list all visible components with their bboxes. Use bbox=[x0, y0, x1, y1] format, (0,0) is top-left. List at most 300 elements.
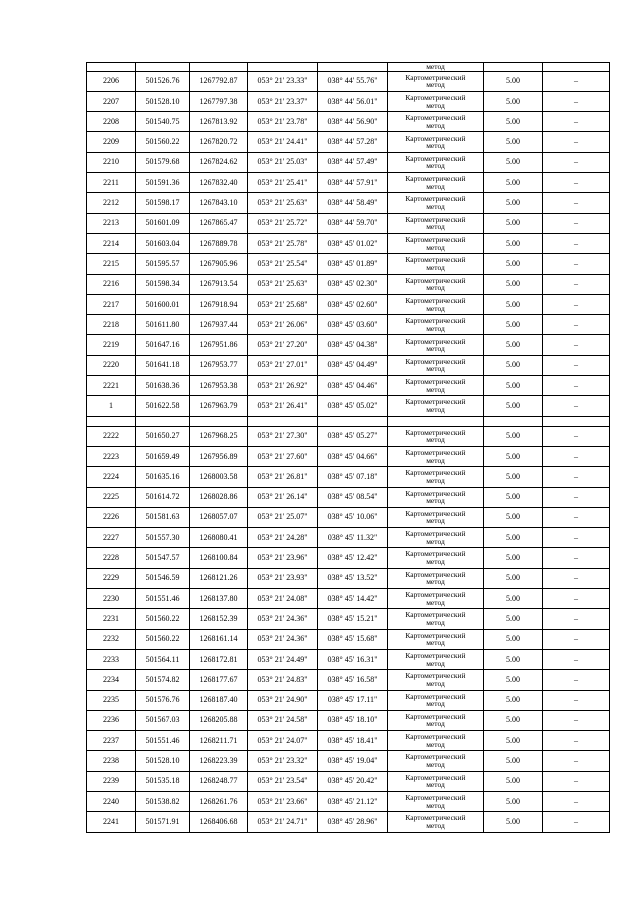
method-cell bbox=[388, 193, 484, 213]
method-line-2: метод bbox=[426, 780, 445, 790]
latitude-cell: 053° 21' 23.33" bbox=[248, 71, 318, 91]
method-cell bbox=[388, 173, 484, 193]
note-cell: – bbox=[543, 294, 610, 314]
point-number-cell: 2220 bbox=[87, 355, 136, 375]
point-number-cell: 2228 bbox=[87, 548, 136, 568]
latitude-cell: 053° 21' 24.90" bbox=[248, 690, 318, 710]
method-line-2: метод bbox=[426, 283, 445, 293]
coordinates-table bbox=[86, 62, 610, 833]
longitude-cell: 038° 44' 55.76" bbox=[318, 71, 388, 91]
method-line-2: метод bbox=[426, 323, 445, 333]
y-coordinate-cell: 1268057.07 bbox=[190, 507, 248, 527]
method-cell bbox=[388, 91, 484, 111]
point-number-cell: 2231 bbox=[87, 609, 136, 629]
x-coordinate-cell: 501564.11 bbox=[136, 649, 190, 669]
x-coordinate-cell: 501581.63 bbox=[136, 507, 190, 527]
method-line-1: Картометрический bbox=[405, 650, 466, 660]
table-row bbox=[87, 751, 610, 771]
accuracy-cell: 5.00 bbox=[484, 294, 543, 314]
point-number-cell: 2209 bbox=[87, 132, 136, 152]
method-line-2: метод bbox=[426, 597, 445, 607]
accuracy-cell: 5.00 bbox=[484, 112, 543, 132]
longitude-cell: 038° 45' 08.54" bbox=[318, 487, 388, 507]
table-row bbox=[87, 112, 610, 132]
method-cell bbox=[388, 751, 484, 771]
note-cell: – bbox=[543, 467, 610, 487]
x-coordinate-cell: 501571.91 bbox=[136, 812, 190, 832]
method-line-2: метод bbox=[426, 100, 445, 110]
note-cell: – bbox=[543, 589, 610, 609]
method-line-1: Картометрический bbox=[405, 610, 466, 620]
note-cell: – bbox=[543, 254, 610, 274]
method-cell bbox=[388, 507, 484, 527]
accuracy-cell: 5.00 bbox=[484, 91, 543, 111]
point-number-cell: 2229 bbox=[87, 568, 136, 588]
method-line-2: метод bbox=[426, 120, 445, 130]
accuracy-cell: 5.00 bbox=[484, 751, 543, 771]
x-coordinate-cell: 501560.22 bbox=[136, 609, 190, 629]
point-number-cell: 2227 bbox=[87, 528, 136, 548]
point-number-cell: 2211 bbox=[87, 173, 136, 193]
method-line-2: метод bbox=[426, 475, 445, 485]
longitude-cell: 038° 45' 15.68" bbox=[318, 629, 388, 649]
x-coordinate-cell: 501638.36 bbox=[136, 376, 190, 396]
x-coordinate-cell: 501551.46 bbox=[136, 731, 190, 751]
y-coordinate-cell: 1268223.39 bbox=[190, 751, 248, 771]
accuracy-cell: 5.00 bbox=[484, 528, 543, 548]
x-coordinate-cell: 501611.80 bbox=[136, 315, 190, 335]
method-line-1: Картометрический bbox=[405, 590, 466, 600]
table-row bbox=[87, 609, 610, 629]
table-row bbox=[87, 294, 610, 314]
note-cell: – bbox=[543, 568, 610, 588]
note-cell: – bbox=[543, 193, 610, 213]
method-line-2: метод bbox=[426, 364, 445, 374]
note-cell: – bbox=[543, 173, 610, 193]
accuracy-cell: 5.00 bbox=[484, 670, 543, 690]
note-cell: – bbox=[543, 548, 610, 568]
method-cell bbox=[388, 376, 484, 396]
latitude-cell: 053° 21' 27.20" bbox=[248, 335, 318, 355]
accuracy-cell: 5.00 bbox=[484, 791, 543, 811]
y-coordinate-cell: 1268177.67 bbox=[190, 670, 248, 690]
y-coordinate-cell: 1267913.54 bbox=[190, 274, 248, 294]
table-row bbox=[87, 629, 610, 649]
accuracy-cell: 5.00 bbox=[484, 132, 543, 152]
method-cell bbox=[388, 396, 484, 416]
x-coordinate-cell: 501600.01 bbox=[136, 294, 190, 314]
latitude-cell: 053° 21' 25.07" bbox=[248, 507, 318, 527]
note-cell: – bbox=[543, 426, 610, 446]
table-row bbox=[87, 446, 610, 466]
table-row bbox=[87, 132, 610, 152]
point-number-cell: 2223 bbox=[87, 446, 136, 466]
note-cell: – bbox=[543, 396, 610, 416]
y-coordinate-cell: 1267820.72 bbox=[190, 132, 248, 152]
method-cell bbox=[388, 812, 484, 832]
accuracy-cell: 5.00 bbox=[484, 487, 543, 507]
point-number-cell: 2216 bbox=[87, 274, 136, 294]
y-coordinate-cell: 1267956.89 bbox=[190, 446, 248, 466]
y-coordinate-cell: 1268261.76 bbox=[190, 791, 248, 811]
table-row bbox=[87, 568, 610, 588]
latitude-cell: 053° 21' 25.72" bbox=[248, 213, 318, 233]
method-line-2: метод bbox=[426, 262, 445, 272]
latitude-cell: 053° 21' 23.32" bbox=[248, 751, 318, 771]
method-line-2: метод bbox=[426, 181, 445, 191]
method-cell bbox=[388, 487, 484, 507]
method-cell bbox=[388, 355, 484, 375]
accuracy-cell: 5.00 bbox=[484, 568, 543, 588]
table-row bbox=[87, 152, 610, 172]
x-coordinate-cell: 501538.82 bbox=[136, 791, 190, 811]
note-cell: – bbox=[543, 771, 610, 791]
point-number-cell: 2236 bbox=[87, 710, 136, 730]
method-line-2: метод bbox=[426, 202, 445, 212]
latitude-cell: 053° 21' 24.36" bbox=[248, 609, 318, 629]
x-coordinate-cell: 501647.16 bbox=[136, 335, 190, 355]
method-line-1: Картометрический bbox=[405, 793, 466, 803]
table-row bbox=[87, 193, 610, 213]
method-line-1: Картометрический bbox=[405, 92, 466, 102]
note-cell: – bbox=[543, 528, 610, 548]
table-row bbox=[87, 396, 610, 416]
note-cell: – bbox=[543, 629, 610, 649]
table-row bbox=[87, 233, 610, 253]
y-coordinate-cell: 1268100.84 bbox=[190, 548, 248, 568]
latitude-cell: 053° 21' 24.07" bbox=[248, 731, 318, 751]
accuracy-cell: 5.00 bbox=[484, 376, 543, 396]
y-coordinate-cell: 1267953.38 bbox=[190, 376, 248, 396]
method-line-2: метод bbox=[426, 557, 445, 567]
x-coordinate-cell: 501591.36 bbox=[136, 173, 190, 193]
note-cell: – bbox=[543, 507, 610, 527]
x-coordinate-cell: 501598.34 bbox=[136, 274, 190, 294]
longitude-cell: 038° 45' 05.02" bbox=[318, 396, 388, 416]
method-line-1: Картометрический bbox=[405, 174, 466, 184]
latitude-cell: 053° 21' 23.96" bbox=[248, 548, 318, 568]
accuracy-cell: 5.00 bbox=[484, 315, 543, 335]
table-row bbox=[87, 173, 610, 193]
point-number-cell: 2225 bbox=[87, 487, 136, 507]
y-coordinate-cell: 1267905.96 bbox=[190, 254, 248, 274]
note-cell: – bbox=[543, 376, 610, 396]
y-coordinate-cell: 1267797.38 bbox=[190, 91, 248, 111]
method-cell bbox=[388, 649, 484, 669]
method-cell bbox=[388, 254, 484, 274]
table-row bbox=[87, 710, 610, 730]
point-number-cell: 2232 bbox=[87, 629, 136, 649]
method-line-1: Картометрический bbox=[405, 711, 466, 721]
method-cell bbox=[388, 426, 484, 446]
longitude-cell: 038° 45' 17.11" bbox=[318, 690, 388, 710]
table-row bbox=[87, 355, 610, 375]
point-number-cell: 2206 bbox=[87, 71, 136, 91]
method-line-2: метод bbox=[426, 161, 445, 171]
accuracy-cell: 5.00 bbox=[484, 467, 543, 487]
y-coordinate-cell: 1267792.87 bbox=[190, 71, 248, 91]
method-line-1: Картометрический bbox=[405, 569, 466, 579]
accuracy-cell: 5.00 bbox=[484, 355, 543, 375]
accuracy-cell: 5.00 bbox=[484, 274, 543, 294]
longitude-cell: 038° 44' 58.49" bbox=[318, 193, 388, 213]
point-number-cell: 1 bbox=[87, 396, 136, 416]
table-row bbox=[87, 812, 610, 832]
longitude-cell: 038° 44' 57.49" bbox=[318, 152, 388, 172]
table-row bbox=[87, 649, 610, 669]
y-coordinate-cell: 1267963.79 bbox=[190, 396, 248, 416]
y-coordinate-cell: 1268161.14 bbox=[190, 629, 248, 649]
latitude-cell: 053° 21' 23.37" bbox=[248, 91, 318, 111]
note-cell: – bbox=[543, 71, 610, 91]
note-cell: – bbox=[543, 609, 610, 629]
point-number-cell: 2217 bbox=[87, 294, 136, 314]
longitude-cell: 038° 45' 04.66" bbox=[318, 446, 388, 466]
note-cell: – bbox=[543, 152, 610, 172]
table-row bbox=[87, 548, 610, 568]
latitude-cell: 053° 21' 26.92" bbox=[248, 376, 318, 396]
method-cell bbox=[388, 568, 484, 588]
point-number-cell: 2239 bbox=[87, 771, 136, 791]
latitude-cell: 053° 21' 23.66" bbox=[248, 791, 318, 811]
latitude-cell: 053° 21' 25.54" bbox=[248, 254, 318, 274]
note-cell: – bbox=[543, 710, 610, 730]
method-line-1: Картометрический bbox=[405, 813, 466, 823]
accuracy-cell: 5.00 bbox=[484, 771, 543, 791]
table-row bbox=[87, 791, 610, 811]
method-line-2: метод bbox=[426, 800, 445, 810]
method-line-1: Картометрический bbox=[405, 113, 466, 123]
point-number-cell: 2230 bbox=[87, 589, 136, 609]
method-line-1: Картометрический bbox=[405, 72, 466, 82]
longitude-cell: 038° 45' 16.31" bbox=[318, 649, 388, 669]
accuracy-cell: 5.00 bbox=[484, 335, 543, 355]
latitude-cell: 053° 21' 24.71" bbox=[248, 812, 318, 832]
method-line-1: Картометрический bbox=[405, 549, 466, 559]
y-coordinate-cell: 1268003.58 bbox=[190, 467, 248, 487]
method-line-1: Картометрический bbox=[405, 356, 466, 366]
accuracy-cell: 5.00 bbox=[484, 173, 543, 193]
note-cell: – bbox=[543, 335, 610, 355]
method-line-2: метод bbox=[426, 658, 445, 668]
method-cell bbox=[388, 629, 484, 649]
accuracy-cell: 5.00 bbox=[484, 629, 543, 649]
x-coordinate-cell: 501560.22 bbox=[136, 629, 190, 649]
longitude-cell: 038° 45' 02.60" bbox=[318, 294, 388, 314]
method-line-1: Картометрический bbox=[405, 691, 466, 701]
point-number-cell: 2234 bbox=[87, 670, 136, 690]
accuracy-cell: 5.00 bbox=[484, 193, 543, 213]
x-coordinate-cell: 501526.76 bbox=[136, 71, 190, 91]
method-line-2: метод bbox=[426, 617, 445, 627]
table-row bbox=[87, 731, 610, 751]
latitude-cell: 053° 21' 26.41" bbox=[248, 396, 318, 416]
accuracy-cell: 5.00 bbox=[484, 233, 543, 253]
accuracy-cell: 5.00 bbox=[484, 213, 543, 233]
method-line-1: Картометрический bbox=[405, 153, 466, 163]
method-cell bbox=[388, 294, 484, 314]
longitude-cell: 038° 45' 05.27" bbox=[318, 426, 388, 446]
point-number-cell: 2241 bbox=[87, 812, 136, 832]
longitude-cell: 038° 45' 15.21" bbox=[318, 609, 388, 629]
longitude-cell: 038° 45' 16.58" bbox=[318, 670, 388, 690]
x-coordinate-cell: 501576.76 bbox=[136, 690, 190, 710]
longitude-cell: 038° 45' 04.38" bbox=[318, 335, 388, 355]
method-line-2: метод bbox=[426, 719, 445, 729]
method-line-1: Картометрический bbox=[405, 255, 466, 265]
table-row bbox=[87, 254, 610, 274]
accuracy-cell: 5.00 bbox=[484, 254, 543, 274]
method-line-1: Картометрический bbox=[405, 336, 466, 346]
method-line-1: Картометрический bbox=[405, 275, 466, 285]
point-number-cell: 2218 bbox=[87, 315, 136, 335]
method-line-1: Картометрический bbox=[405, 133, 466, 143]
method-line-2: метод bbox=[426, 496, 445, 506]
method-cell bbox=[388, 112, 484, 132]
latitude-cell: 053° 21' 24.08" bbox=[248, 589, 318, 609]
longitude-cell: 038° 45' 14.42" bbox=[318, 589, 388, 609]
point-number-cell: 2219 bbox=[87, 335, 136, 355]
accuracy-cell: 5.00 bbox=[484, 812, 543, 832]
latitude-cell: 053° 21' 27.30" bbox=[248, 426, 318, 446]
table-row bbox=[87, 315, 610, 335]
x-coordinate-cell: 501574.82 bbox=[136, 670, 190, 690]
method-line-2: метод bbox=[426, 455, 445, 465]
table-row bbox=[87, 507, 610, 527]
table-row bbox=[87, 467, 610, 487]
latitude-cell: 053° 21' 25.63" bbox=[248, 274, 318, 294]
longitude-cell: 038° 44' 56.01" bbox=[318, 91, 388, 111]
x-coordinate-cell: 501635.16 bbox=[136, 467, 190, 487]
y-coordinate-cell: 1267824.62 bbox=[190, 152, 248, 172]
method-cell bbox=[388, 315, 484, 335]
note-cell: – bbox=[543, 132, 610, 152]
x-coordinate-cell: 501579.68 bbox=[136, 152, 190, 172]
point-number-cell: 2222 bbox=[87, 426, 136, 446]
longitude-cell: 038° 44' 57.91" bbox=[318, 173, 388, 193]
method-cell bbox=[388, 274, 484, 294]
y-coordinate-cell: 1267968.25 bbox=[190, 426, 248, 446]
method-line-2: метод bbox=[426, 638, 445, 648]
y-coordinate-cell: 1268406.68 bbox=[190, 812, 248, 832]
method-line-2: метод bbox=[426, 242, 445, 252]
longitude-cell: 038° 45' 20.42" bbox=[318, 771, 388, 791]
accuracy-cell: 5.00 bbox=[484, 609, 543, 629]
y-coordinate-cell: 1267843.10 bbox=[190, 193, 248, 213]
method-cell bbox=[388, 152, 484, 172]
method-line-1: Картометрический bbox=[405, 630, 466, 640]
method-cell bbox=[388, 213, 484, 233]
accuracy-cell: 5.00 bbox=[484, 396, 543, 416]
method-line-1: Картометрический bbox=[405, 316, 466, 326]
method-line-1: Картометрический bbox=[405, 447, 466, 457]
longitude-cell: 038° 45' 04.49" bbox=[318, 355, 388, 375]
point-number-cell: 2237 bbox=[87, 731, 136, 751]
accuracy-cell: 5.00 bbox=[484, 152, 543, 172]
table-row bbox=[87, 274, 610, 294]
note-cell: – bbox=[543, 791, 610, 811]
table-row bbox=[87, 426, 610, 446]
method-line-2: метод bbox=[426, 344, 445, 354]
table-row bbox=[87, 376, 610, 396]
table-row bbox=[87, 771, 610, 791]
x-coordinate-cell: 501567.03 bbox=[136, 710, 190, 730]
method-line-2: метод bbox=[426, 516, 445, 526]
method-cell bbox=[388, 731, 484, 751]
x-coordinate-cell: 501560.22 bbox=[136, 132, 190, 152]
method-line-2: метод bbox=[426, 404, 445, 414]
method-line-1: Картометрический bbox=[405, 235, 466, 245]
latitude-cell: 053° 21' 24.36" bbox=[248, 629, 318, 649]
y-coordinate-cell: 1268248.77 bbox=[190, 771, 248, 791]
note-cell: – bbox=[543, 355, 610, 375]
y-coordinate-cell: 1267865.47 bbox=[190, 213, 248, 233]
method-line-2: метод bbox=[426, 739, 445, 749]
note-cell: – bbox=[543, 812, 610, 832]
method-line-2: метод bbox=[426, 699, 445, 709]
coordinates-table-body bbox=[87, 63, 610, 833]
method-line-2: метод bbox=[426, 384, 445, 394]
longitude-cell: 038° 44' 57.28" bbox=[318, 132, 388, 152]
latitude-cell: 053° 21' 25.03" bbox=[248, 152, 318, 172]
point-number-cell: 2238 bbox=[87, 751, 136, 771]
separator-row bbox=[87, 416, 610, 426]
accuracy-cell: 5.00 bbox=[484, 731, 543, 751]
latitude-cell: 053° 21' 26.06" bbox=[248, 315, 318, 335]
point-number-cell: 2240 bbox=[87, 791, 136, 811]
x-coordinate-cell: 501547.57 bbox=[136, 548, 190, 568]
accuracy-cell: 5.00 bbox=[484, 507, 543, 527]
accuracy-cell: 5.00 bbox=[484, 710, 543, 730]
point-number-cell: 2213 bbox=[87, 213, 136, 233]
latitude-cell: 053° 21' 24.83" bbox=[248, 670, 318, 690]
x-coordinate-cell: 501528.10 bbox=[136, 751, 190, 771]
note-cell: – bbox=[543, 649, 610, 669]
point-number-cell: 2226 bbox=[87, 507, 136, 527]
continued-method-cell: метод bbox=[388, 63, 484, 72]
table-row bbox=[87, 528, 610, 548]
method-cell bbox=[388, 690, 484, 710]
accuracy-cell: 5.00 bbox=[484, 690, 543, 710]
latitude-cell: 053° 21' 24.58" bbox=[248, 710, 318, 730]
x-coordinate-cell: 501601.09 bbox=[136, 213, 190, 233]
table-row bbox=[87, 690, 610, 710]
accuracy-cell: 5.00 bbox=[484, 446, 543, 466]
method-line-1: Картометрический bbox=[405, 295, 466, 305]
y-coordinate-cell: 1268187.40 bbox=[190, 690, 248, 710]
longitude-cell: 038° 45' 04.46" bbox=[318, 376, 388, 396]
point-number-cell: 2235 bbox=[87, 690, 136, 710]
method-line-2: метод bbox=[426, 536, 445, 546]
latitude-cell: 053° 21' 24.41" bbox=[248, 132, 318, 152]
accuracy-cell: 5.00 bbox=[484, 649, 543, 669]
longitude-cell: 038° 45' 28.96" bbox=[318, 812, 388, 832]
y-coordinate-cell: 1267832.40 bbox=[190, 173, 248, 193]
note-cell: – bbox=[543, 233, 610, 253]
longitude-cell: 038° 45' 01.02" bbox=[318, 233, 388, 253]
method-cell bbox=[388, 548, 484, 568]
longitude-cell: 038° 45' 13.52" bbox=[318, 568, 388, 588]
table-row bbox=[87, 213, 610, 233]
method-line-1: Картометрический bbox=[405, 488, 466, 498]
latitude-cell: 053° 21' 27.01" bbox=[248, 355, 318, 375]
x-coordinate-cell: 501528.10 bbox=[136, 91, 190, 111]
longitude-cell: 038° 45' 10.06" bbox=[318, 507, 388, 527]
point-number-cell: 2212 bbox=[87, 193, 136, 213]
longitude-cell: 038° 45' 18.10" bbox=[318, 710, 388, 730]
longitude-cell: 038° 45' 02.30" bbox=[318, 274, 388, 294]
longitude-cell: 038° 45' 19.04" bbox=[318, 751, 388, 771]
